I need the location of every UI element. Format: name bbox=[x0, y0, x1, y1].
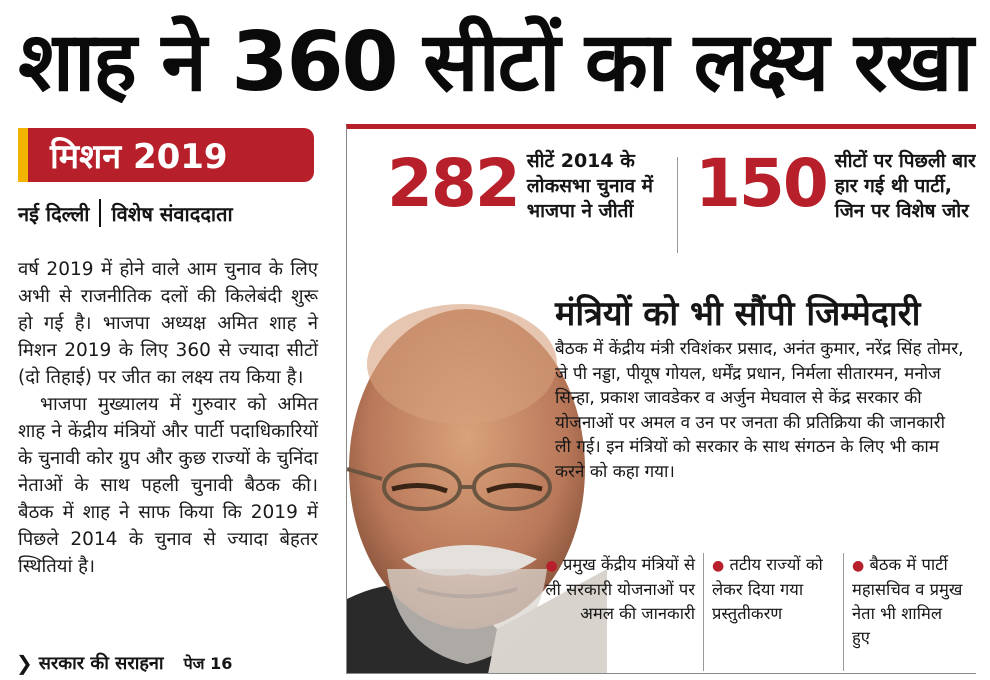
stat-line: सीटें 2014 के bbox=[526, 150, 635, 172]
info-panel bbox=[346, 124, 976, 674]
stat-282 bbox=[387, 145, 653, 224]
stat-number: 150 bbox=[695, 145, 827, 222]
stat-description bbox=[527, 149, 653, 224]
subheading-paragraph: बैठक में केंद्रीय मंत्री रविशंकर प्रसाद, अनंत कुमार, नरेंद्र सिंह तोमर, जे पी नड्डा, पीयूष गोयल, धर्मेंद्र प्रधान, निर्मला सीतारमन, मनोज सिन्हा, प्रकाश जावडेकर व अर्जुन मेघवाल से केंद्र सरकार की योजनाओं पर अमल व उन पर जनता की प्रतिक्रिया की जानकारी ली गई। इन मंत्रियों को सरकार के साथ संगठन के लिए भी काम करने को कहा गया। bbox=[555, 339, 964, 482]
mission-label: मिशन 2019 bbox=[50, 137, 228, 177]
chevron-right-icon: ❯ bbox=[16, 651, 33, 675]
key-points bbox=[533, 553, 973, 671]
key-point-text: बैठक में पार्टी महासचिव व प्रमुख नेता भी शामिल हुए bbox=[852, 555, 963, 647]
bullet-icon: ● bbox=[545, 558, 558, 574]
stat-divider bbox=[677, 157, 678, 253]
key-point bbox=[703, 553, 843, 671]
mission-banner bbox=[18, 128, 314, 182]
article-paragraph: वर्ष 2019 में होने वाले आम चुनाव के लिए अभी से राजनीतिक दलों की किलेबंदी शुरू हो गई है। भाजपा अध्यक्ष अमित शाह ने मिशन 2019 के लिए 360 से ज्यादा सीटों (दो तिहाई) पर जीत का लक्ष्य तय किया है। bbox=[18, 259, 318, 388]
key-point-text: प्रमुख केंद्रीय मंत्रियों से ली सरकारी योजनाओं पर अमल की जानकारी bbox=[545, 555, 695, 623]
page-reference[interactable] bbox=[16, 650, 316, 676]
article-paragraph: भाजपा मुख्यालय में गुरुवार को अमित शाह ने केंद्रीय मंत्रियों और पार्टी पदाधिकारियों के चुनावी कोर ग्रुप और कुछ राज्यों के चुनिंदा नेताओं के साथ पहली चुनावी बैठक की। बैठक में शाह ने साफ किया कि 2019 में पिछले 2014 के चुनाव से ज्यादा बेहतर स्थितियां है। bbox=[18, 394, 318, 577]
byline bbox=[18, 196, 318, 230]
stat-150 bbox=[695, 145, 976, 224]
byline-city: नई दिल्ली bbox=[18, 201, 90, 226]
stat-line: हार गई थी पार्टी, bbox=[834, 175, 952, 197]
article-body bbox=[18, 256, 318, 580]
stat-number: 282 bbox=[387, 145, 519, 222]
byline-author: विशेष संवाददाता bbox=[111, 201, 233, 226]
key-point bbox=[843, 553, 973, 671]
byline-divider bbox=[99, 199, 101, 227]
bullet-icon: ● bbox=[852, 558, 865, 574]
stat-line: लोकसभा चुनाव में bbox=[526, 175, 653, 197]
stat-line: भाजपा ने जीतीं bbox=[526, 200, 634, 222]
reference-text: सरकार की सराहना bbox=[38, 653, 164, 674]
stat-line: जिन पर विशेष जोर bbox=[834, 200, 969, 222]
reference-page: पेज 16 bbox=[183, 654, 233, 673]
stat-description bbox=[835, 149, 976, 224]
bullet-icon: ● bbox=[712, 558, 725, 574]
stat-line: सीटों पर पिछली बार bbox=[834, 150, 976, 172]
key-point bbox=[533, 553, 703, 671]
mission-accent-bar bbox=[18, 128, 28, 182]
headline: शाह ने 360 सीटों का लक्ष्य रखा bbox=[18, 15, 972, 110]
subheading: मंत्रियों को भी सौंपी जिम्मेदारी bbox=[555, 294, 921, 334]
key-point-text: तटीय राज्यों को लेकर दिया गया प्रस्तुतीकरण bbox=[712, 555, 823, 623]
